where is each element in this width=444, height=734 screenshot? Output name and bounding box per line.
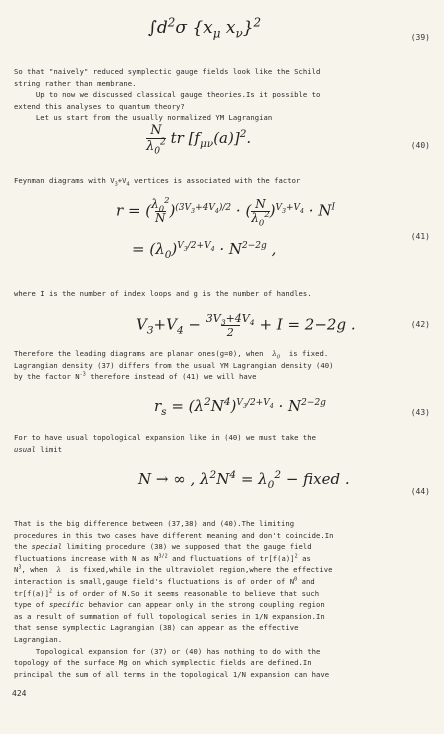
- equation-39-number: (39): [410, 33, 430, 42]
- paragraph-4: Therefore the leading diagrams are planar ones(g=0), when $\lambda_0$ is fixed. Lagrangian density (37) differs from the usual YM Lagrangian density (40) by the factor $N^{-3}$ therefore instead of (41) we will have: [14, 349, 334, 382]
- equation-39: $\int d^2\sigma$ {$x_\mu$ $x_\nu\}^2$: [148, 15, 262, 41]
- equation-42-number: (42): [410, 320, 430, 329]
- equation-42: $V_3+V_4 - 3V_3+4V_4$ 2 + I = 2−2g .: [136, 312, 356, 339]
- equation-43-number: (43): [410, 408, 430, 417]
- paragraph-3: where I is the number of index loops and g is the number of handles.: [14, 289, 312, 298]
- paragraph-6: That is the big difference between (37,38) and (40).The limiting procedures in this two cases have different meaning and don't coincide.In the special limiting procedure (38) we supposed that the gauge field fluctuations increase with N as $N^{3/2}$ and fluctuations of $tr[f(a)]^2$ as $N^3$, when λ is fixed,while in the ultraviolet region,where the effective interaction is small,gauge field's fluctuations is of order of $N^0$ and $tr[f(a)]^2$ is of order of N.So it seems reasonable to believe that such type of specific behavior can appear only in the strong coupling region as a result of summation of full topological series in 1/N expansion.In that sense symplectic Lagrangian (38) can appear as the effective Lagrangian. Topological expansion for (37) or (40) has nothing to do with the topology of the surface Mg on which symplectic fields are defined.In principal the sum of all terms in the topological 1/N expansion can have: [14, 519, 334, 679]
- equation-41-line-1: $r = (\lambda_0^2$ N )$^{(3V_3+4V_4)/2}$ · ( N $\lambda_0^2)^{V_3+V_4} \cdot N^I$: [116, 195, 336, 228]
- page-number: 424: [12, 689, 27, 698]
- equation-40: N $\lambda_0^2$ tr $[f_{\mu\nu}(a)]^2$.: [146, 123, 252, 157]
- equation-41-number: (41): [410, 232, 430, 241]
- equation-43: $r_s = (\lambda^2N^4)^{V_3/2+V_4} \cdot N^{2-2g}$: [154, 396, 326, 418]
- paragraph-2: Feynman diagrams with $V_3+V_4$ vertices is associated with the factor: [14, 176, 301, 188]
- equation-40-number: (40): [410, 141, 430, 150]
- equation-44-number: (44): [410, 487, 430, 496]
- paragraph-5: For to have usual topological expansion like in (40) we must take the usual limit: [14, 433, 317, 454]
- equation-44: N → ∞ , $\lambda^2N^4 = \lambda_0^2$ − fixed .: [138, 469, 350, 491]
- equation-41-line-2: = $(\lambda_0)^{V_3/2+V_4} \cdot N^{2-2g}$ ,: [132, 240, 277, 261]
- paragraph-1: So that "naively" reduced symplectic gauge fields look like the Schild string rather than membrane. Up to now we discussed classical gauge theories.Is it possible to extend this analyses to quantum theory? Let us start from the usually normalized YM Lagrangian: [14, 67, 321, 123]
